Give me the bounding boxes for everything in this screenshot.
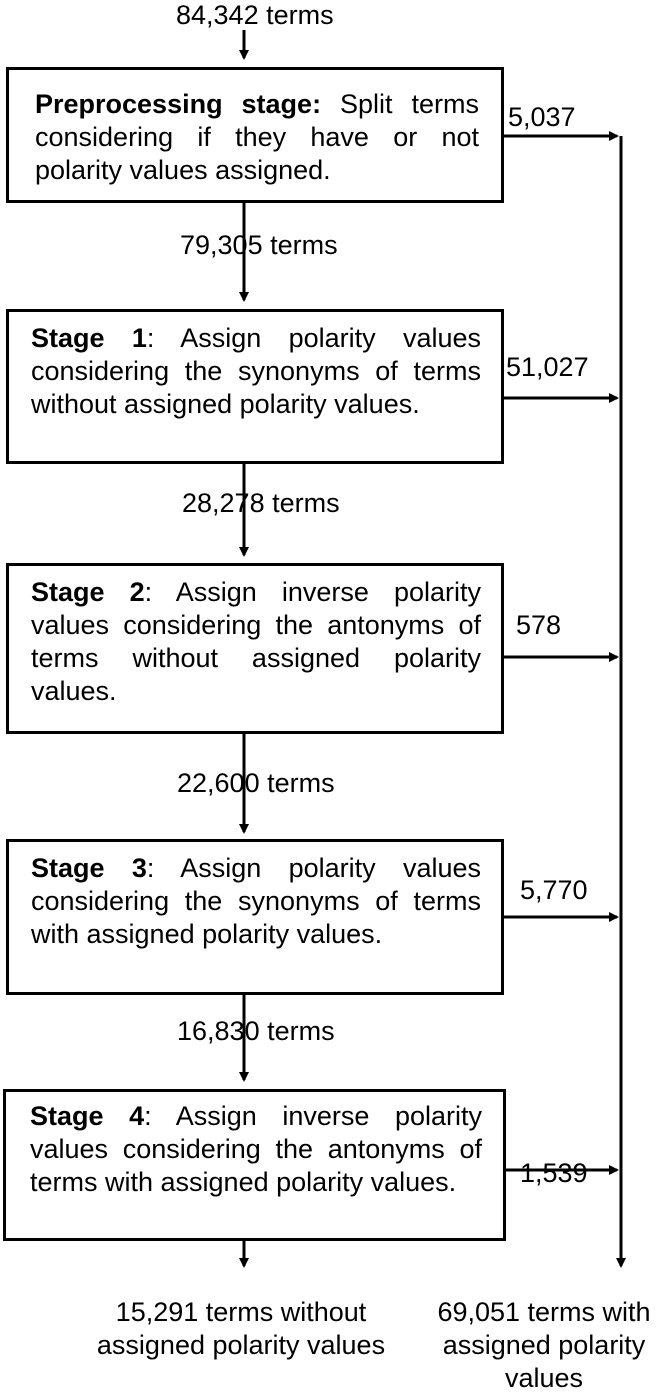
label-22600: 22,600 terms — [177, 768, 335, 798]
stage-4-box — [3, 1089, 506, 1241]
stage-4-text: Stage 4: Assign inverse polarity values considering the antonyms of terms with assigned polarity values. — [30, 1101, 482, 1197]
stage-3-side-count: 5,770 — [520, 875, 588, 905]
output-without-polarity: 15,291 terms without assigned polarity values — [96, 1297, 386, 1360]
label-16830: 16,830 terms — [177, 1016, 335, 1046]
stage-2-side-count: 578 — [516, 610, 562, 640]
stage-2-box — [6, 563, 504, 734]
stage-1-text: Stage 1: Assign polarity values considering the synonyms of terms without assigned polarity values. — [31, 323, 481, 419]
label-28278: 28,278 terms — [182, 488, 340, 518]
preprocessing-stage-text: Preprocessing stage: Split terms considering if they have or not polarity values assigned. — [35, 89, 479, 185]
stage-1-side-count: 51,027 — [506, 352, 589, 382]
output-with-polarity: 69,051 terms with assigned polarity values — [437, 1297, 651, 1393]
stage-2-text: Stage 2: Assign inverse polarity values considering the antonyms of terms without assigned polarity values. — [31, 577, 481, 706]
stage-3-text: Stage 3: Assign polarity values considering the synonyms of terms with assigned polarity values. — [31, 853, 481, 949]
stage-1-box — [6, 309, 504, 464]
preprocessing-stage-box — [6, 67, 504, 203]
label-79305: 79,305 terms — [180, 230, 338, 260]
input-label: 84,342 terms — [176, 0, 334, 30]
stage-3-box — [6, 839, 504, 995]
stage-4-side-count: 1,539 — [520, 1158, 588, 1188]
preprocessing-side-count: 5,037 — [508, 102, 576, 132]
